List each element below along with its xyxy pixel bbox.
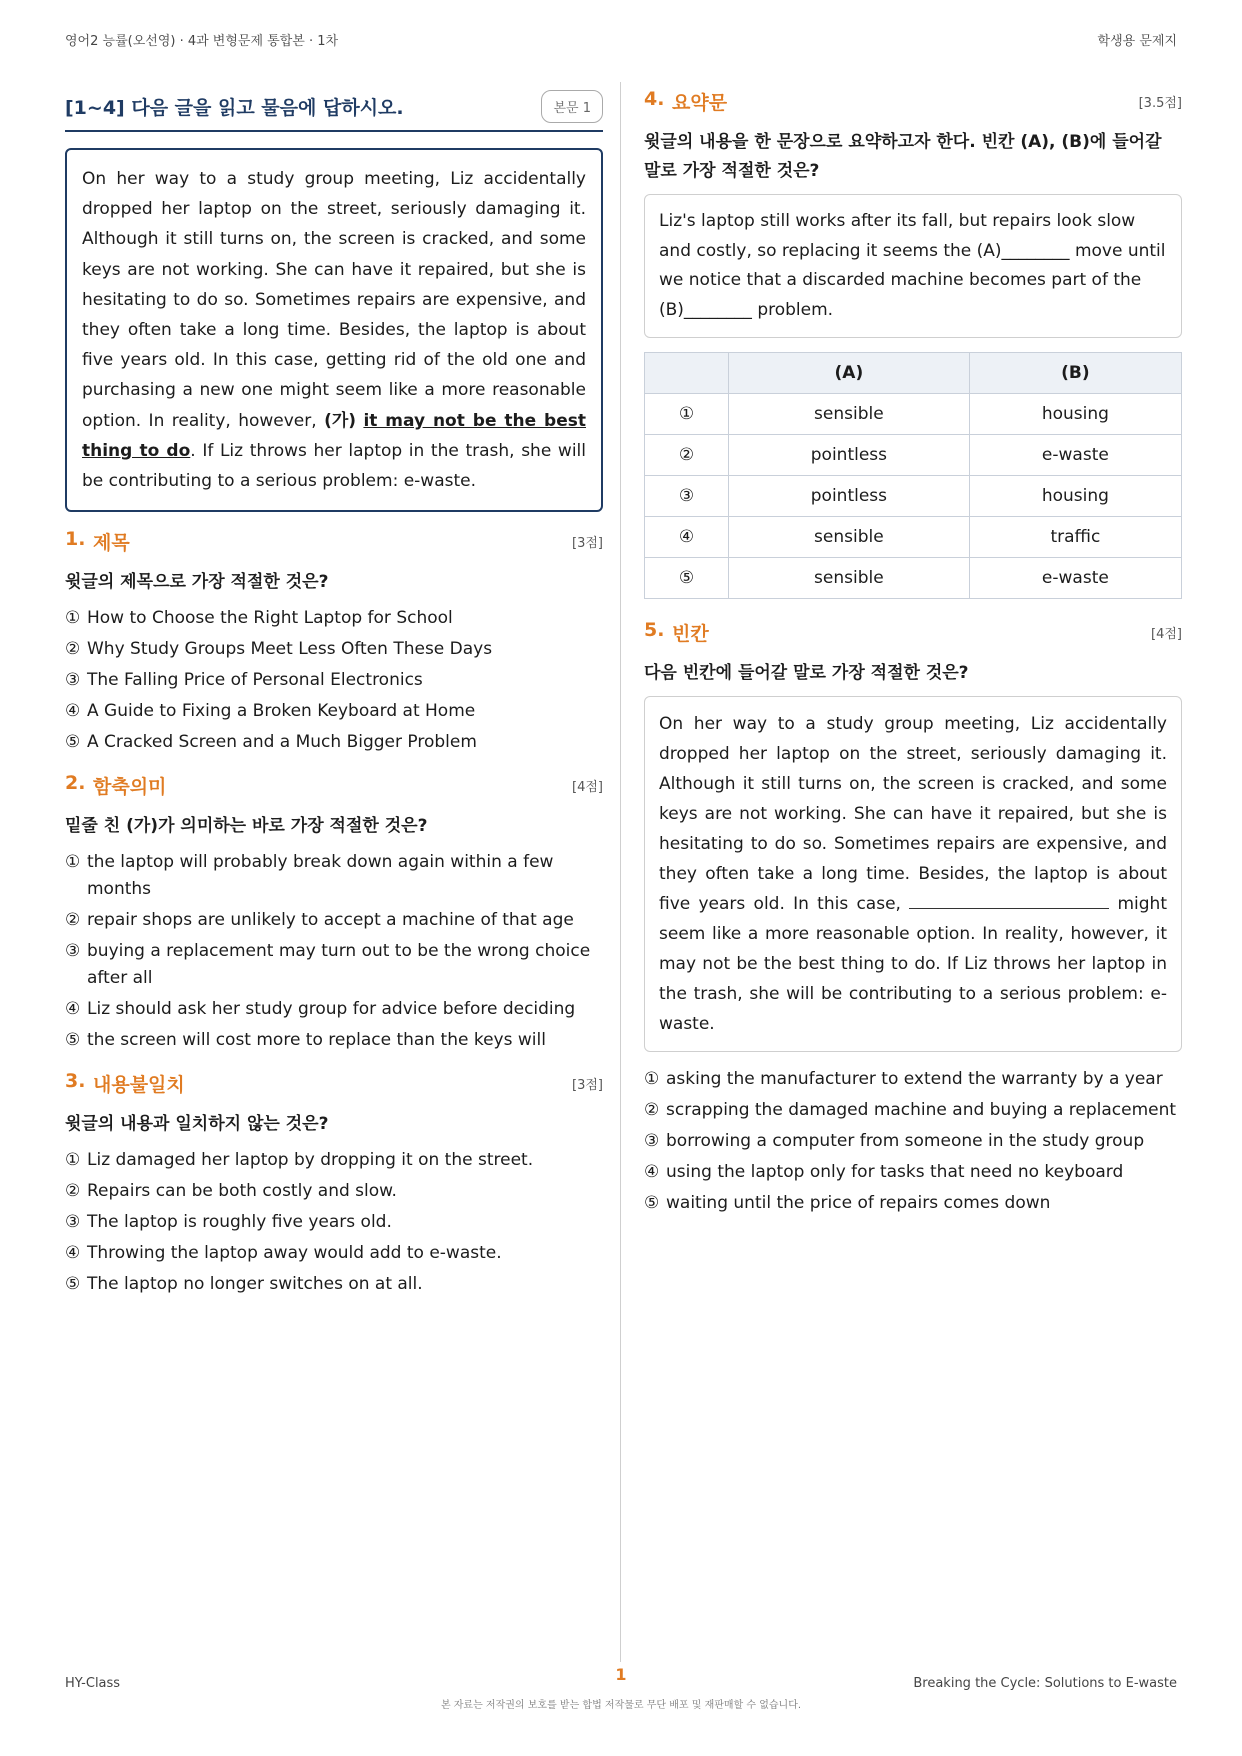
question-type: 내용불일치 xyxy=(93,1074,185,1097)
choice-number: ④ xyxy=(645,517,729,558)
copyright-notice: 본 자료는 저작권의 보호를 받는 합법 저작물로 무단 배포 및 재판매할 수 없습니다. xyxy=(440,1700,802,1711)
question-type: 빈칸 xyxy=(672,623,709,645)
passage-badge: 본문 1 xyxy=(541,90,603,123)
table-cell-b: housing xyxy=(969,394,1181,435)
choice-text: How to Choose the Right Laptop for School xyxy=(87,608,453,629)
table-cell-a: pointless xyxy=(729,476,970,517)
question-points: [3.5점] xyxy=(1138,96,1182,111)
page-number: 1 xyxy=(615,1665,627,1684)
choice-text: A Cracked Screen and a Much Bigger Problem xyxy=(87,732,477,753)
question-2-choices xyxy=(65,849,603,1054)
choice[interactable] xyxy=(644,1097,1182,1124)
question-type: 요약문 xyxy=(672,92,728,114)
choice[interactable] xyxy=(65,667,603,694)
choice[interactable] xyxy=(65,849,603,903)
set-title: [1~4] 다음 글을 읽고 물음에 답하시오. xyxy=(65,97,404,119)
blank-passage-box xyxy=(644,696,1182,1052)
choice-text: Why Study Groups Meet Less Often These Days xyxy=(87,639,493,660)
choice-number: ④ xyxy=(65,1243,81,1264)
choice[interactable] xyxy=(65,729,603,756)
table-cell-b: e-waste xyxy=(969,435,1181,476)
choice[interactable] xyxy=(65,996,603,1023)
header-course-info: 영어2 능률(오선영) · 4과 변형문제 통합본 · 1차 xyxy=(65,34,339,49)
choice-number: ② xyxy=(65,639,81,660)
question-type: 함축의미 xyxy=(93,776,167,799)
choice[interactable] xyxy=(65,636,603,663)
answer-blank xyxy=(909,893,1109,909)
choice-text: borrowing a computer from someone in the study group xyxy=(666,1131,1145,1151)
left-column xyxy=(65,88,603,1302)
question-points: [3점] xyxy=(572,1078,603,1094)
choice-text: buying a replacement may turn out to be the wrong choice after all xyxy=(87,941,591,989)
choice-text: using the laptop only for tasks that need no keyboard xyxy=(666,1162,1124,1182)
choice-number: ① xyxy=(65,608,81,629)
answer-table xyxy=(644,352,1182,599)
table-cell-a: sensible xyxy=(729,558,970,599)
choice[interactable] xyxy=(644,1066,1182,1093)
question-3-header xyxy=(65,1070,603,1100)
choice-text: The laptop is roughly five years old. xyxy=(87,1212,392,1233)
question-prompt: 윗글의 내용을 한 문장으로 요약하고자 한다. 빈칸 (A), (B)에 들어갈 말로 가장 적절한 것은? xyxy=(644,132,1162,181)
page-header xyxy=(65,30,1177,54)
column-divider xyxy=(620,82,621,1662)
question-points: [3점] xyxy=(572,536,603,552)
choice[interactable] xyxy=(644,1159,1182,1186)
choice-number: ③ xyxy=(65,941,81,962)
choice[interactable] xyxy=(65,1178,603,1205)
choice-text: The laptop no longer switches on at all. xyxy=(87,1274,423,1295)
table-header-a: (A) xyxy=(729,353,970,394)
choice-number: ③ xyxy=(644,1131,660,1151)
choice-number: ① xyxy=(65,852,81,873)
choice[interactable] xyxy=(65,1147,603,1174)
question-type: 제목 xyxy=(93,532,130,555)
choice-number: ④ xyxy=(65,701,81,722)
choice-number: ② xyxy=(645,435,729,476)
choice[interactable] xyxy=(65,1240,603,1267)
choice-number: ③ xyxy=(65,670,81,691)
choice-number: ⑤ xyxy=(645,558,729,599)
table-row[interactable] xyxy=(645,558,1182,599)
footer-lesson-title: Breaking the Cycle: Solutions to E-waste xyxy=(913,1676,1177,1691)
choice-text: A Guide to Fixing a Broken Keyboard at Home xyxy=(87,701,476,722)
question-prompt: 윗글의 제목으로 가장 적절한 것은? xyxy=(65,572,329,593)
question-prompt: 다음 빈칸에 들어갈 말로 가장 적절한 것은? xyxy=(644,663,969,683)
question-number: 1. xyxy=(65,528,86,551)
question-prompt: 밑줄 친 (가)가 의미하는 바로 가장 적절한 것은? xyxy=(65,816,428,837)
question-5-choices xyxy=(644,1066,1182,1217)
choice[interactable] xyxy=(65,605,603,632)
choice-text: Liz should ask her study group for advice before deciding xyxy=(87,999,576,1020)
table-header-blank xyxy=(645,353,729,394)
choice-number: ⑤ xyxy=(65,732,81,753)
header-doc-type: 학생용 문제지 xyxy=(1097,34,1177,49)
table-cell-a: sensible xyxy=(729,517,970,558)
choice-text: the laptop will probably break down again within a few months xyxy=(87,852,554,900)
choice[interactable] xyxy=(65,1027,603,1054)
passage-text-after: . If Liz throws her laptop in the trash, she will be contributing to a serious problem: e-waste. xyxy=(82,440,586,492)
passage-text-before: On her way to a study group meeting, Liz accidentally dropped her laptop on the street, seriously damaging it. Although it still turns on, the screen is cracked, and some keys are not working. She can have it repaired, but she is hesitating to do so. Sometimes repairs are expensive, and they often take a long time. Besides, the laptop is about five years old. In this case, getting rid of the old one and purchasing a new one might seem like a more reasonable option. In reality, however, xyxy=(82,169,586,431)
question-2-header xyxy=(65,772,603,802)
table-cell-a: pointless xyxy=(729,435,970,476)
question-4-header xyxy=(644,88,1182,118)
table-row[interactable] xyxy=(645,476,1182,517)
table-cell-b: housing xyxy=(969,476,1181,517)
question-points: [4점] xyxy=(572,780,603,796)
question-1-header xyxy=(65,528,603,558)
question-number: 5. xyxy=(644,619,665,641)
choice[interactable] xyxy=(644,1190,1182,1217)
question-3-choices xyxy=(65,1147,603,1298)
table-row[interactable] xyxy=(645,517,1182,558)
choice-text: Repairs can be both costly and slow. xyxy=(87,1181,397,1202)
choice[interactable] xyxy=(65,907,603,934)
choice-number: ⑤ xyxy=(65,1030,81,1051)
question-points: [4점] xyxy=(1151,627,1182,642)
table-row[interactable] xyxy=(645,435,1182,476)
choice-text: waiting until the price of repairs comes down xyxy=(666,1193,1051,1213)
choice-text: scrapping the damaged machine and buying a replacement xyxy=(666,1100,1177,1120)
choice[interactable] xyxy=(65,1271,603,1298)
question-number: 4. xyxy=(644,88,665,110)
choice-number: ④ xyxy=(644,1162,660,1182)
set-header xyxy=(65,88,603,132)
choice-number: ② xyxy=(644,1100,660,1120)
summary-box: Liz's laptop still works after its fall, but repairs look slow and costly, so replacing it seems the (A)________ move until we notice that a discarded machine becomes part of the (B)________ problem. xyxy=(644,194,1182,338)
choice-number: ③ xyxy=(65,1212,81,1233)
choice[interactable] xyxy=(644,1128,1182,1155)
choice-number: ① xyxy=(645,394,729,435)
choice-text: Throwing the laptop away would add to e-waste. xyxy=(87,1243,502,1264)
question-number: 3. xyxy=(65,1070,86,1093)
choice-text: the screen will cost more to replace than the keys will xyxy=(87,1030,546,1051)
passage-text-after: might seem like a more reasonable option. In reality, however, it may not be the best thing to do. If Liz throws her laptop in the trash, she will be contributing to a serious problem: e-waste. xyxy=(659,894,1167,1034)
choice-text: Liz damaged her laptop by dropping it on the street. xyxy=(87,1150,534,1171)
choice-number: ① xyxy=(644,1069,660,1089)
question-number: 2. xyxy=(65,772,86,795)
question-1-choices xyxy=(65,605,603,756)
choice-number: ① xyxy=(65,1150,81,1171)
passage-marker: (가) xyxy=(324,410,357,431)
choice[interactable] xyxy=(65,698,603,725)
table-cell-b: traffic xyxy=(969,517,1181,558)
choice-number: ② xyxy=(65,910,81,931)
question-prompt: 윗글의 내용과 일치하지 않는 것은? xyxy=(65,1114,329,1135)
passage-text-before: On her way to a study group meeting, Liz accidentally dropped her laptop on the street, seriously damaging it. Although it still turns on, the screen is cracked, and some keys are not working. She can have it repaired, but she is hesitating to do so. Sometimes repairs are expensive, and they often take a long time. Besides, the laptop is about five years old. In this case, xyxy=(659,714,1167,914)
footer-brand: HY-Class xyxy=(65,1676,121,1691)
choice-text: repair shops are unlikely to accept a machine of that age xyxy=(87,910,574,931)
choice-number: ⑤ xyxy=(65,1274,81,1295)
table-cell-a: sensible xyxy=(729,394,970,435)
table-cell-b: e-waste xyxy=(969,558,1181,599)
choice-number: ③ xyxy=(645,476,729,517)
table-header-b: (B) xyxy=(969,353,1181,394)
table-row[interactable] xyxy=(645,394,1182,435)
choice-number: ② xyxy=(65,1181,81,1202)
question-5-header xyxy=(644,619,1182,649)
choice[interactable] xyxy=(65,938,603,992)
choice[interactable] xyxy=(65,1209,603,1236)
right-column xyxy=(644,88,1182,1221)
choice-text: The Falling Price of Personal Electronics xyxy=(87,670,423,691)
passage-box xyxy=(65,148,603,512)
table-header-row xyxy=(645,353,1182,394)
underlined-phrase: it may not be the best thing to do xyxy=(82,410,586,461)
choice-text: asking the manufacturer to extend the warranty by a year xyxy=(666,1069,1163,1089)
choice-number: ④ xyxy=(65,999,81,1020)
choice-number: ⑤ xyxy=(644,1193,660,1213)
